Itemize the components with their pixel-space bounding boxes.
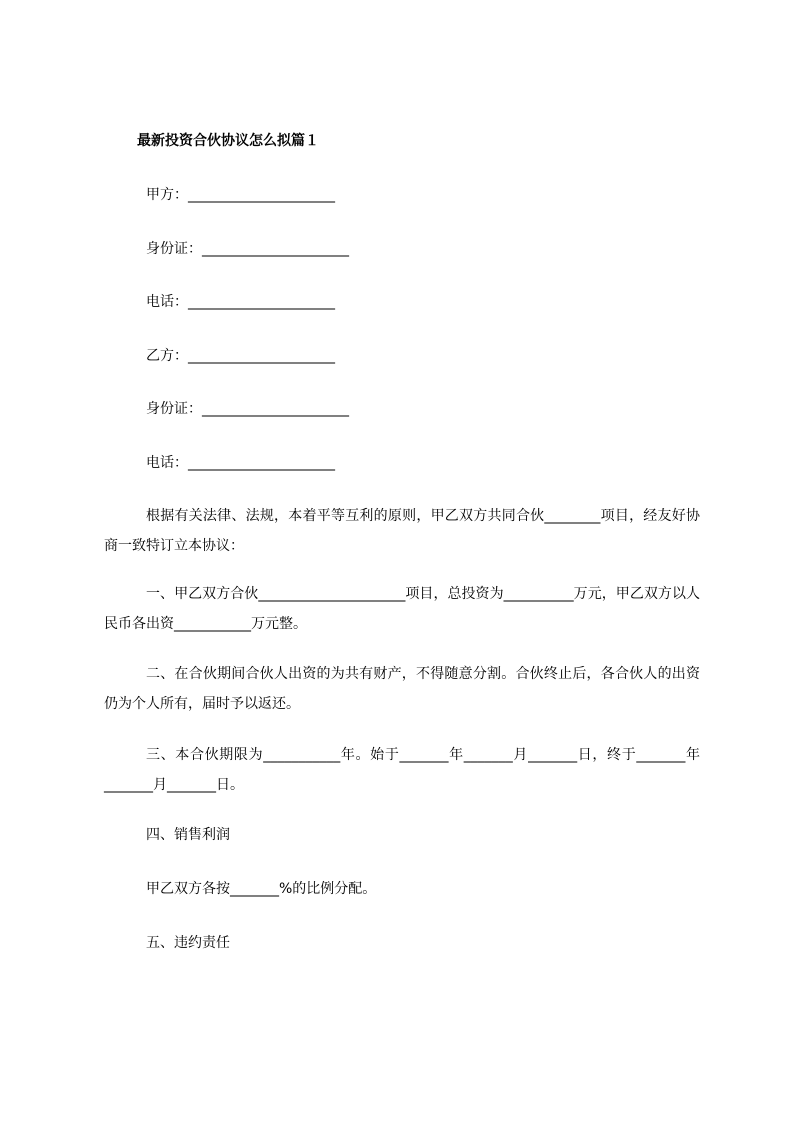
party-a-name-line: 甲方：_____________________ bbox=[146, 187, 335, 203]
clause-1-paragraph: 一、甲乙双方合伙_____________________项目，总投资为__________万元，甲乙双方以人民币各出资___________万元整。 bbox=[104, 586, 700, 632]
party-a-phone-line: 电话：_____________________ bbox=[146, 294, 335, 310]
party-b-phone-line: 电话：_____________________ bbox=[146, 455, 335, 471]
clause-4-heading: 四、销售利润 bbox=[146, 827, 230, 843]
party-b-name-line: 乙方：_____________________ bbox=[146, 348, 335, 364]
preamble-paragraph: 根据有关法律、法规，本着平等互利的原则，甲乙双方共同合伙________项目，经友好协商一致特订立本协议： bbox=[104, 508, 700, 554]
clause-2-paragraph: 二、在合伙期间合伙人出资的为共有财产，不得随意分割。合伙终止后，各合伙人的出资仍为个人所有，届时予以返还。 bbox=[104, 666, 700, 712]
clause-4-body: 甲乙双方各按_______%的比例分配。 bbox=[146, 881, 377, 897]
party-a-id-line: 身份证：_____________________ bbox=[146, 241, 349, 257]
party-b-id-line: 身份证：_____________________ bbox=[146, 401, 349, 417]
clause-3-paragraph: 三、本合伙期限为___________年。始于_______年_______月_______日，终于_______年_______月_______日。 bbox=[104, 747, 700, 793]
document-title: 最新投资合伙协议怎么拟篇１ bbox=[137, 133, 319, 149]
clause-5-heading: 五、违约责任 bbox=[146, 935, 230, 951]
